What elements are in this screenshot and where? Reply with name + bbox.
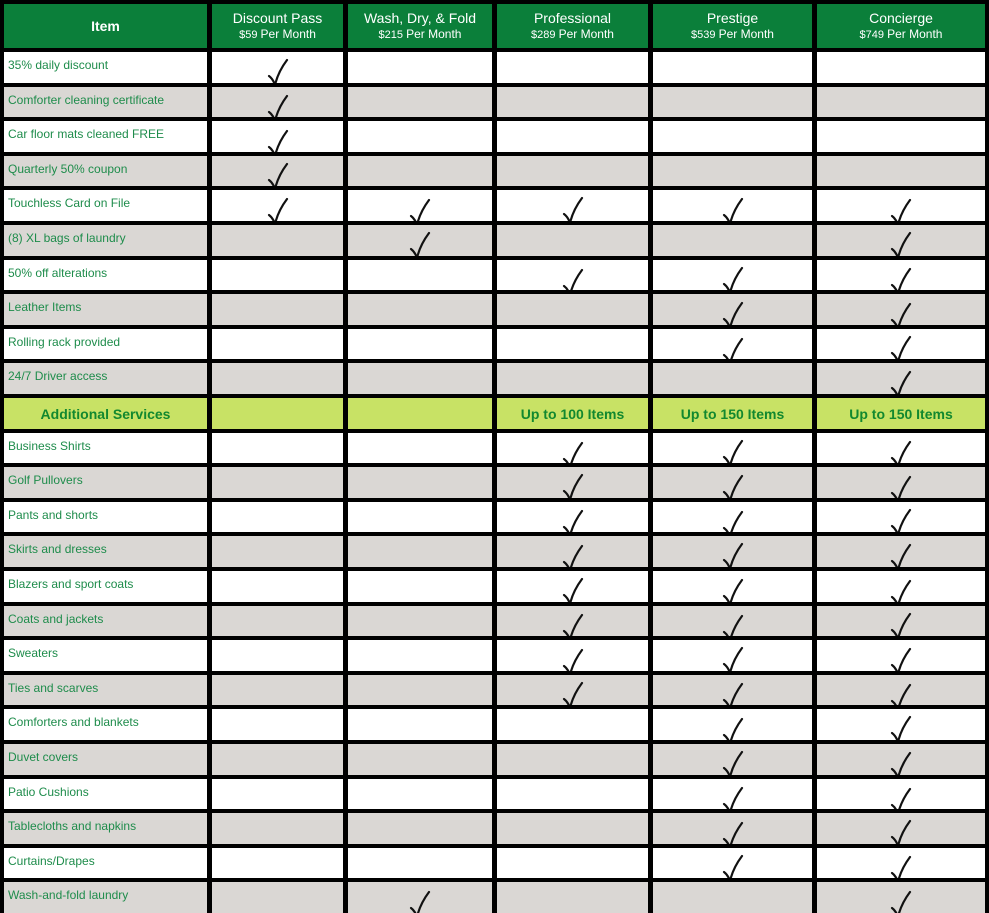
row-label-text: Ties and scarves bbox=[8, 681, 99, 695]
row-plan-cell bbox=[817, 87, 985, 117]
plan-price-amount: $59 bbox=[239, 28, 258, 41]
row-plan-cell bbox=[497, 882, 648, 913]
row-plan-cell bbox=[497, 640, 648, 671]
section-header-additional-services bbox=[4, 398, 207, 429]
header-plan-2 bbox=[348, 4, 492, 48]
row-plan-cell bbox=[817, 52, 985, 83]
row-label bbox=[4, 848, 207, 878]
row-plan-cell bbox=[212, 190, 343, 221]
row-label-text: Blazers and sport coats bbox=[8, 577, 134, 591]
row-plan-cell bbox=[348, 363, 492, 394]
section-limit-cell bbox=[817, 398, 985, 429]
plan-name: Professional bbox=[533, 9, 612, 26]
row-plan-cell bbox=[212, 779, 343, 809]
row-plan-cell bbox=[653, 156, 812, 186]
plan-price bbox=[691, 27, 774, 43]
row-label-text: Pants and shorts bbox=[8, 508, 99, 522]
row-plan-cell bbox=[817, 882, 985, 913]
checkmark-icon bbox=[721, 578, 745, 602]
checkmark-icon bbox=[561, 577, 585, 602]
plan-name: Prestige bbox=[706, 9, 759, 26]
row-plan-cell bbox=[817, 433, 985, 463]
row-plan-cell bbox=[653, 813, 812, 844]
checkmark-icon bbox=[889, 475, 913, 498]
row-plan-cell bbox=[212, 329, 343, 359]
row-plan-cell bbox=[348, 52, 492, 83]
plan-price bbox=[379, 27, 462, 43]
row-plan-cell bbox=[212, 848, 343, 878]
checkmark-icon bbox=[561, 509, 585, 532]
plan-price-period: Per Month bbox=[887, 26, 943, 41]
row-label-text: 50% off alterations bbox=[8, 266, 108, 280]
checkmark-icon bbox=[889, 508, 913, 532]
checkmark-icon bbox=[889, 890, 913, 913]
row-label bbox=[4, 52, 207, 83]
row-label bbox=[4, 294, 207, 325]
row-plan-cell bbox=[817, 571, 985, 602]
row-plan-cell bbox=[817, 121, 985, 152]
row-plan-cell bbox=[653, 536, 812, 567]
plan-name: Concierge bbox=[869, 9, 933, 26]
row-plan-cell bbox=[212, 640, 343, 671]
plan-price-amount: $749 bbox=[859, 28, 885, 41]
row-plan-cell bbox=[653, 744, 812, 775]
row-plan-cell bbox=[212, 52, 343, 83]
checkmark-icon bbox=[721, 301, 745, 325]
row-plan-cell bbox=[497, 848, 648, 878]
checkmark-icon bbox=[561, 441, 585, 463]
row-plan-cell bbox=[348, 260, 492, 290]
row-plan-cell bbox=[348, 190, 492, 221]
row-plan-cell bbox=[497, 363, 648, 394]
checkmark-icon bbox=[266, 94, 290, 117]
row-plan-cell bbox=[212, 156, 343, 186]
row-label bbox=[4, 467, 207, 498]
row-plan-cell bbox=[212, 433, 343, 463]
plan-name: Wash, Dry, & Fold bbox=[363, 9, 477, 26]
header-plan-5 bbox=[817, 4, 985, 48]
checkmark-icon bbox=[266, 58, 290, 83]
row-plan-cell bbox=[817, 329, 985, 359]
row-plan-cell bbox=[497, 190, 648, 221]
plan-price-amount: $215 bbox=[378, 28, 404, 41]
row-plan-cell bbox=[497, 225, 648, 256]
row-plan-cell bbox=[212, 536, 343, 567]
row-plan-cell bbox=[348, 709, 492, 740]
row-plan-cell bbox=[817, 744, 985, 775]
row-plan-cell bbox=[497, 606, 648, 636]
row-plan-cell bbox=[348, 467, 492, 498]
row-plan-cell bbox=[817, 779, 985, 809]
checkmark-icon bbox=[889, 819, 913, 844]
checkmark-icon bbox=[889, 267, 913, 290]
row-label bbox=[4, 882, 207, 913]
row-plan-cell bbox=[817, 848, 985, 878]
row-label bbox=[4, 571, 207, 602]
checkmark-icon bbox=[561, 473, 585, 498]
checkmark-icon bbox=[889, 683, 913, 705]
row-plan-cell bbox=[653, 709, 812, 740]
row-plan-cell bbox=[212, 294, 343, 325]
row-plan-cell bbox=[817, 640, 985, 671]
checkmark-icon bbox=[561, 648, 585, 671]
row-label-text: 24/7 Driver access bbox=[8, 369, 108, 383]
row-plan-cell bbox=[497, 779, 648, 809]
row-label bbox=[4, 606, 207, 636]
checkmark-icon bbox=[266, 129, 290, 152]
section-limit-cell bbox=[653, 398, 812, 429]
row-plan-cell bbox=[348, 294, 492, 325]
checkmark-icon bbox=[408, 890, 432, 913]
section-limit-cell bbox=[212, 398, 343, 429]
checkmark-icon bbox=[408, 198, 432, 221]
row-label bbox=[4, 329, 207, 359]
header-plan-1 bbox=[212, 4, 343, 48]
row-plan-cell bbox=[212, 225, 343, 256]
row-plan-cell bbox=[817, 675, 985, 705]
plan-price-amount: $539 bbox=[691, 28, 716, 41]
row-label-text: Car floor mats cleaned FREE bbox=[8, 127, 165, 141]
row-plan-cell bbox=[212, 571, 343, 602]
row-label bbox=[4, 433, 207, 463]
row-label bbox=[4, 502, 207, 532]
row-plan-cell bbox=[348, 329, 492, 359]
row-plan-cell bbox=[653, 779, 812, 809]
row-plan-cell bbox=[497, 536, 648, 567]
checkmark-icon bbox=[889, 231, 913, 256]
row-plan-cell bbox=[653, 294, 812, 325]
section-title: Additional Services bbox=[40, 405, 171, 422]
row-plan-cell bbox=[653, 225, 812, 256]
row-label bbox=[4, 744, 207, 775]
row-plan-cell bbox=[212, 813, 343, 844]
header-item-cell bbox=[4, 4, 207, 48]
row-plan-cell bbox=[348, 87, 492, 117]
section-limit-text: Up to 150 Items bbox=[680, 405, 785, 422]
row-label bbox=[4, 779, 207, 809]
row-plan-cell bbox=[497, 294, 648, 325]
row-plan-cell bbox=[817, 502, 985, 532]
row-plan-cell bbox=[497, 156, 648, 186]
checkmark-icon bbox=[721, 542, 745, 567]
row-label-text: Comforters and blankets bbox=[8, 715, 139, 729]
checkmark-icon bbox=[721, 646, 745, 671]
row-label-text: Golf Pullovers bbox=[8, 473, 83, 487]
row-plan-cell bbox=[817, 813, 985, 844]
row-plan-cell bbox=[348, 156, 492, 186]
row-plan-cell bbox=[817, 225, 985, 256]
row-label-text: Comforter cleaning certificate bbox=[8, 93, 165, 107]
row-label bbox=[4, 87, 207, 117]
checkmark-icon bbox=[721, 266, 745, 290]
checkmark-icon bbox=[889, 612, 913, 636]
row-label-text: Sweaters bbox=[8, 646, 59, 660]
row-plan-cell bbox=[497, 709, 648, 740]
row-plan-cell bbox=[817, 467, 985, 498]
row-plan-cell bbox=[348, 433, 492, 463]
row-label bbox=[4, 260, 207, 290]
row-label-text: Patio Cushions bbox=[8, 785, 89, 799]
row-label-text: Coats and jackets bbox=[8, 612, 104, 626]
row-plan-cell bbox=[497, 813, 648, 844]
row-plan-cell bbox=[653, 467, 812, 498]
row-label-text: (8) XL bags of laundry bbox=[8, 231, 126, 245]
row-plan-cell bbox=[348, 744, 492, 775]
checkmark-icon bbox=[721, 614, 745, 636]
section-limit-cell bbox=[497, 398, 648, 429]
row-label-text: Business Shirts bbox=[8, 439, 91, 453]
row-label-text: Wash-and-fold laundry bbox=[8, 888, 129, 902]
plan-price-amount: $289 bbox=[531, 28, 556, 41]
row-plan-cell bbox=[348, 813, 492, 844]
row-plan-cell bbox=[212, 709, 343, 740]
section-limit-text: Up to 100 Items bbox=[520, 405, 625, 422]
row-plan-cell bbox=[653, 433, 812, 463]
checkmark-icon bbox=[408, 231, 432, 256]
row-label bbox=[4, 225, 207, 256]
checkmark-icon bbox=[889, 198, 913, 221]
checkmark-icon bbox=[721, 854, 745, 878]
row-label-text: Touchless Card on File bbox=[8, 196, 131, 210]
plan-price-period: Per Month bbox=[558, 26, 614, 41]
checkmark-icon bbox=[721, 197, 745, 221]
row-plan-cell bbox=[212, 882, 343, 913]
checkmark-icon bbox=[561, 268, 585, 290]
row-plan-cell bbox=[497, 121, 648, 152]
row-plan-cell bbox=[348, 571, 492, 602]
row-plan-cell bbox=[497, 744, 648, 775]
section-limit-text: Up to 150 Items bbox=[849, 405, 953, 422]
row-plan-cell bbox=[212, 260, 343, 290]
checkmark-icon bbox=[721, 337, 745, 359]
checkmark-icon bbox=[889, 855, 913, 878]
header-plan-3 bbox=[497, 4, 648, 48]
row-label bbox=[4, 813, 207, 844]
row-plan-cell bbox=[348, 640, 492, 671]
row-plan-cell bbox=[817, 606, 985, 636]
checkmark-icon bbox=[721, 474, 745, 498]
row-plan-cell bbox=[817, 190, 985, 221]
row-plan-cell bbox=[212, 606, 343, 636]
checkmark-icon bbox=[721, 717, 745, 740]
checkmark-icon bbox=[889, 335, 913, 359]
row-label-text: 35% daily discount bbox=[8, 58, 109, 72]
row-plan-cell bbox=[497, 571, 648, 602]
header-plan-4 bbox=[653, 4, 812, 48]
row-plan-cell bbox=[348, 502, 492, 532]
row-plan-cell bbox=[212, 467, 343, 498]
row-label-text: Rolling rack provided bbox=[8, 335, 121, 349]
row-plan-cell bbox=[497, 260, 648, 290]
row-plan-cell bbox=[817, 156, 985, 186]
row-plan-cell bbox=[348, 882, 492, 913]
row-label bbox=[4, 675, 207, 705]
row-plan-cell bbox=[348, 121, 492, 152]
row-label bbox=[4, 121, 207, 152]
checkmark-icon bbox=[889, 647, 913, 671]
row-label bbox=[4, 363, 207, 394]
plan-price bbox=[860, 27, 943, 43]
checkmark-icon bbox=[561, 613, 585, 636]
row-label-text: Tablecloths and napkins bbox=[8, 819, 137, 833]
row-plan-cell bbox=[212, 502, 343, 532]
row-plan-cell bbox=[348, 848, 492, 878]
row-plan-cell bbox=[653, 260, 812, 290]
row-plan-cell bbox=[348, 536, 492, 567]
checkmark-icon bbox=[266, 162, 290, 186]
row-plan-cell bbox=[817, 363, 985, 394]
checkmark-icon bbox=[721, 750, 745, 775]
checkmark-icon bbox=[889, 751, 913, 775]
row-plan-cell bbox=[653, 329, 812, 359]
row-plan-cell bbox=[653, 121, 812, 152]
row-plan-cell bbox=[497, 502, 648, 532]
row-label bbox=[4, 640, 207, 671]
row-plan-cell bbox=[653, 87, 812, 117]
row-plan-cell bbox=[212, 744, 343, 775]
row-label bbox=[4, 536, 207, 567]
row-plan-cell bbox=[653, 640, 812, 671]
row-plan-cell bbox=[212, 87, 343, 117]
checkmark-icon bbox=[889, 787, 913, 809]
row-plan-cell bbox=[817, 260, 985, 290]
checkmark-icon bbox=[721, 682, 745, 705]
row-plan-cell bbox=[653, 882, 812, 913]
row-plan-cell bbox=[212, 363, 343, 394]
row-label bbox=[4, 709, 207, 740]
checkmark-icon bbox=[889, 370, 913, 394]
row-label-text: Leather Items bbox=[8, 300, 82, 314]
row-plan-cell bbox=[653, 606, 812, 636]
row-label bbox=[4, 156, 207, 186]
row-label-text: Curtains/Drapes bbox=[8, 854, 95, 868]
plan-price-period: Per Month bbox=[406, 26, 462, 41]
row-label-text: Skirts and dresses bbox=[8, 542, 107, 556]
row-plan-cell bbox=[653, 571, 812, 602]
row-plan-cell bbox=[497, 467, 648, 498]
plan-name: Discount Pass bbox=[232, 9, 323, 26]
header-item-label: Item bbox=[91, 17, 120, 34]
checkmark-icon bbox=[561, 196, 585, 221]
row-plan-cell bbox=[817, 294, 985, 325]
row-plan-cell bbox=[653, 190, 812, 221]
row-plan-cell bbox=[497, 87, 648, 117]
row-plan-cell bbox=[817, 536, 985, 567]
section-limit-cell bbox=[348, 398, 492, 429]
row-plan-cell bbox=[497, 675, 648, 705]
row-plan-cell bbox=[497, 329, 648, 359]
row-plan-cell bbox=[348, 225, 492, 256]
plan-price-period: Per Month bbox=[718, 26, 774, 41]
checkmark-icon bbox=[721, 439, 745, 463]
checkmark-icon bbox=[561, 544, 585, 567]
plan-price bbox=[239, 27, 316, 43]
row-plan-cell bbox=[653, 52, 812, 83]
checkmark-icon bbox=[266, 197, 290, 221]
checkmark-icon bbox=[889, 543, 913, 567]
checkmark-icon bbox=[889, 579, 913, 602]
checkmark-icon bbox=[889, 715, 913, 740]
row-label bbox=[4, 190, 207, 221]
row-plan-cell bbox=[497, 433, 648, 463]
checkmark-icon bbox=[561, 681, 585, 705]
row-plan-cell bbox=[348, 606, 492, 636]
row-plan-cell bbox=[653, 502, 812, 532]
checkmark-icon bbox=[721, 786, 745, 809]
row-plan-cell bbox=[653, 363, 812, 394]
checkmark-icon bbox=[889, 440, 913, 463]
checkmark-icon bbox=[721, 821, 745, 844]
row-plan-cell bbox=[212, 675, 343, 705]
row-plan-cell bbox=[212, 121, 343, 152]
row-plan-cell bbox=[497, 52, 648, 83]
checkmark-icon bbox=[889, 302, 913, 325]
row-plan-cell bbox=[653, 848, 812, 878]
plan-price bbox=[531, 27, 614, 43]
row-label-text: Quarterly 50% coupon bbox=[8, 162, 128, 176]
row-plan-cell bbox=[348, 779, 492, 809]
row-label-text: Duvet covers bbox=[8, 750, 79, 764]
row-plan-cell bbox=[653, 675, 812, 705]
row-plan-cell bbox=[348, 675, 492, 705]
checkmark-icon bbox=[721, 510, 745, 532]
plan-price-period: Per Month bbox=[260, 26, 316, 41]
row-plan-cell bbox=[817, 709, 985, 740]
